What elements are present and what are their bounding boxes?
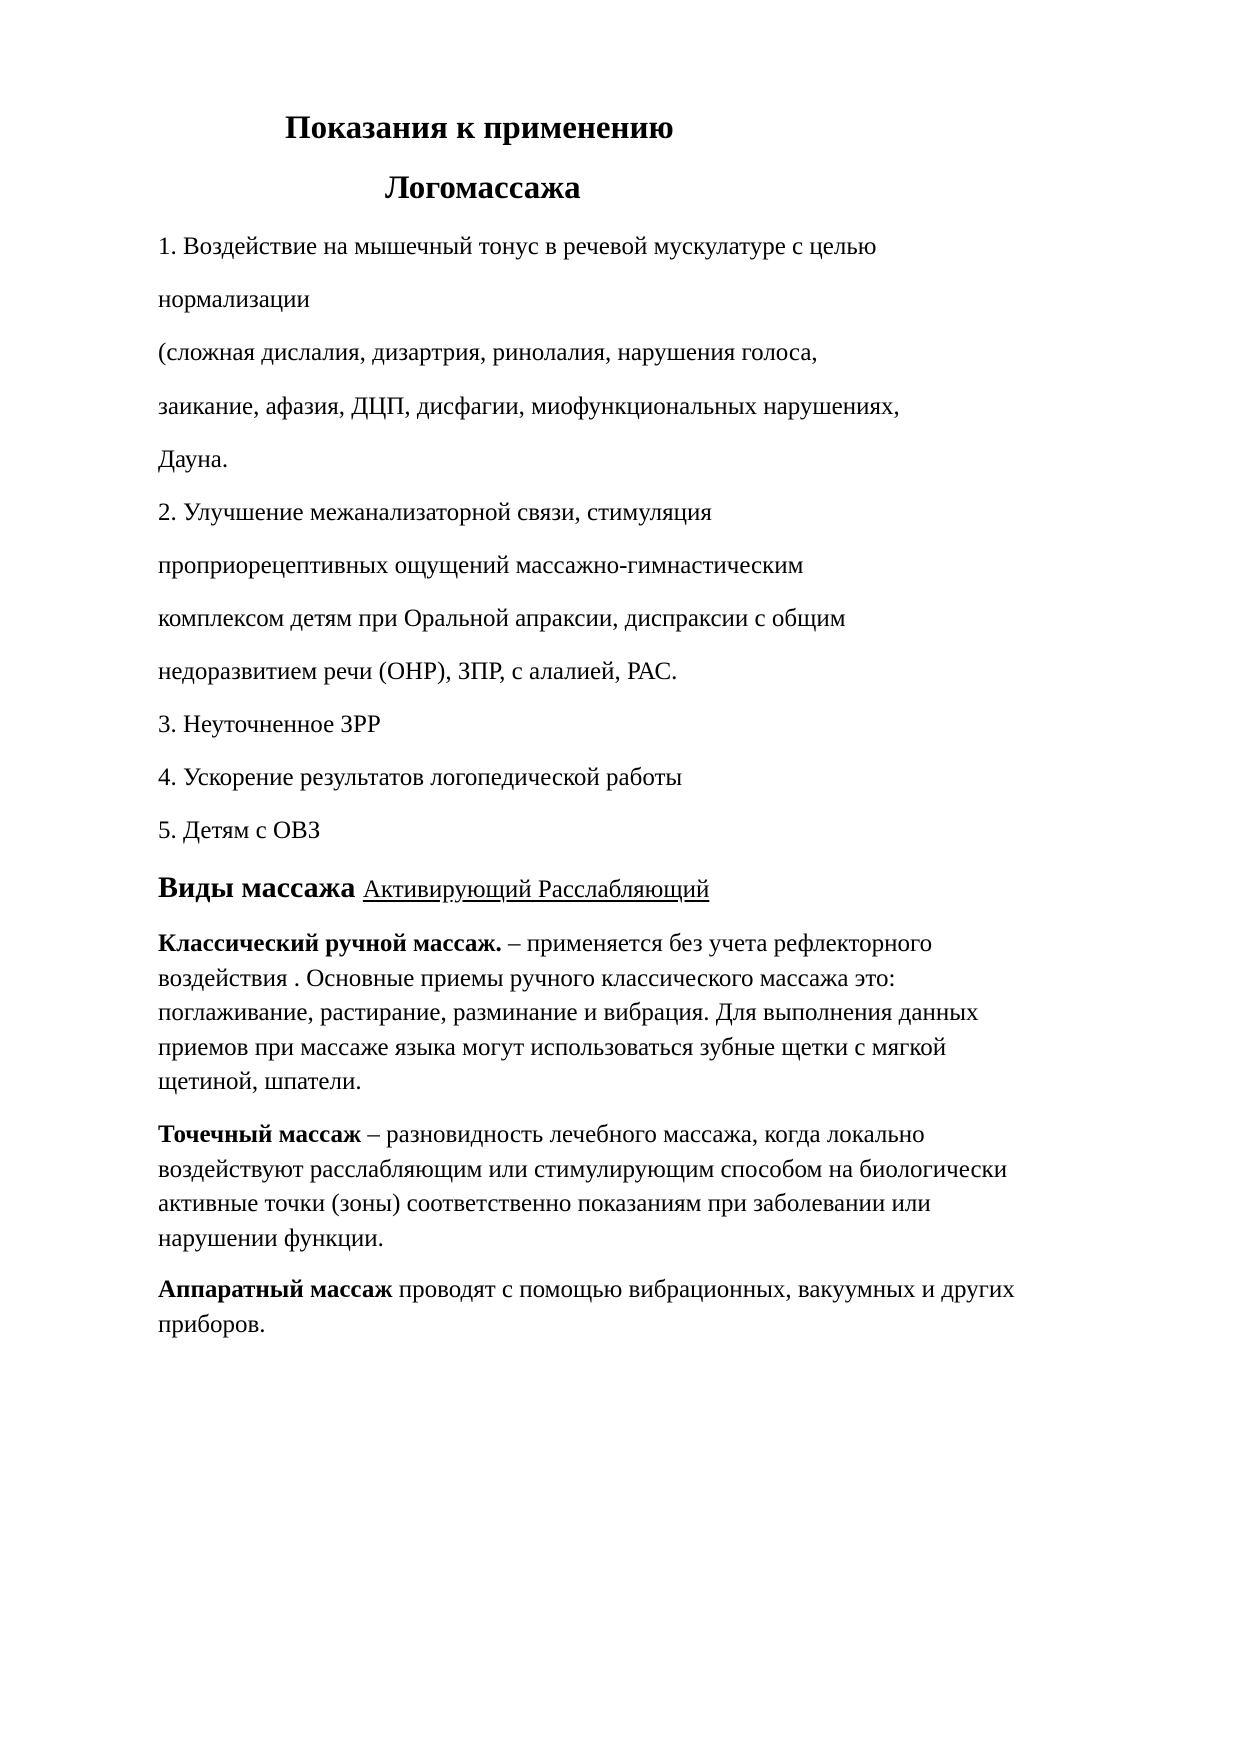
massage-types-underlined: Активирующий Расслабляющий: [362, 876, 710, 903]
paragraph-hardware-massage: [158, 1273, 1038, 1342]
indication-line: комплексом детям при Оральной апраксии, диспраксии с общим: [158, 605, 846, 632]
indication-line: проприорецептивных ощущений массажно-гимнастическим: [158, 552, 804, 579]
paragraph-point-massage: [158, 1118, 1038, 1256]
paragraph-text: проводят с помощью вибрационных, вакуумных и других приборов.: [158, 1276, 1015, 1338]
indication-line: (сложная дислалия, дизартрия, ринолалия, нарушения голоса,: [158, 339, 818, 366]
indication-line: 1. Воздействие на мышечный тонус в речевой мускулатуре с целью: [158, 233, 877, 260]
indication-line: заикание, афазия, ДЦП, дисфагии, миофункциональных нарушениях,: [158, 393, 900, 420]
indication-line: 3. Неуточненное ЗРР: [158, 711, 381, 738]
indication-line: Дауна.: [158, 446, 229, 473]
paragraph-lead: Аппаратный массаж: [158, 1276, 393, 1303]
paragraph-lead: Точечный массаж: [158, 1121, 362, 1148]
indication-line: нормализации: [158, 286, 310, 313]
paragraph-classic-massage: [158, 927, 1038, 1100]
document-title-line-1: Показания к применению: [285, 110, 674, 146]
indication-line: 2. Улучшение межанализаторной связи, стимуляция: [158, 499, 712, 526]
massage-types-heading: [158, 870, 709, 908]
massage-types-heading-label: Виды массажа: [158, 871, 356, 904]
indication-line: 4. Ускорение результатов логопедической работы: [158, 764, 683, 791]
paragraph-text: – применяется без учета рефлекторного воздействия . Основные приемы ручного классического массажа это: поглаживание, растирание, разминание и вибрация. Для выполнения данных приемов при массаже языка могут использоваться зубные щетки с мягкой щетиной, шпатели.: [158, 930, 979, 1095]
document-title-line-2: Логомассажа: [385, 170, 581, 206]
paragraph-text: – разновидность лечебного массажа, когда локально воздействуют расслабляющим или стимулирующим способом на биологически активные точки (зоны) соответственно показаниям при заболевании или нарушении функции.: [158, 1121, 1008, 1252]
indication-line: недоразвитием речи (ОНР), ЗПР, с алалией, РАС.: [158, 658, 678, 685]
paragraph-lead: Классический ручной массаж.: [158, 930, 502, 957]
indication-line: 5. Детям с ОВЗ: [158, 817, 321, 844]
